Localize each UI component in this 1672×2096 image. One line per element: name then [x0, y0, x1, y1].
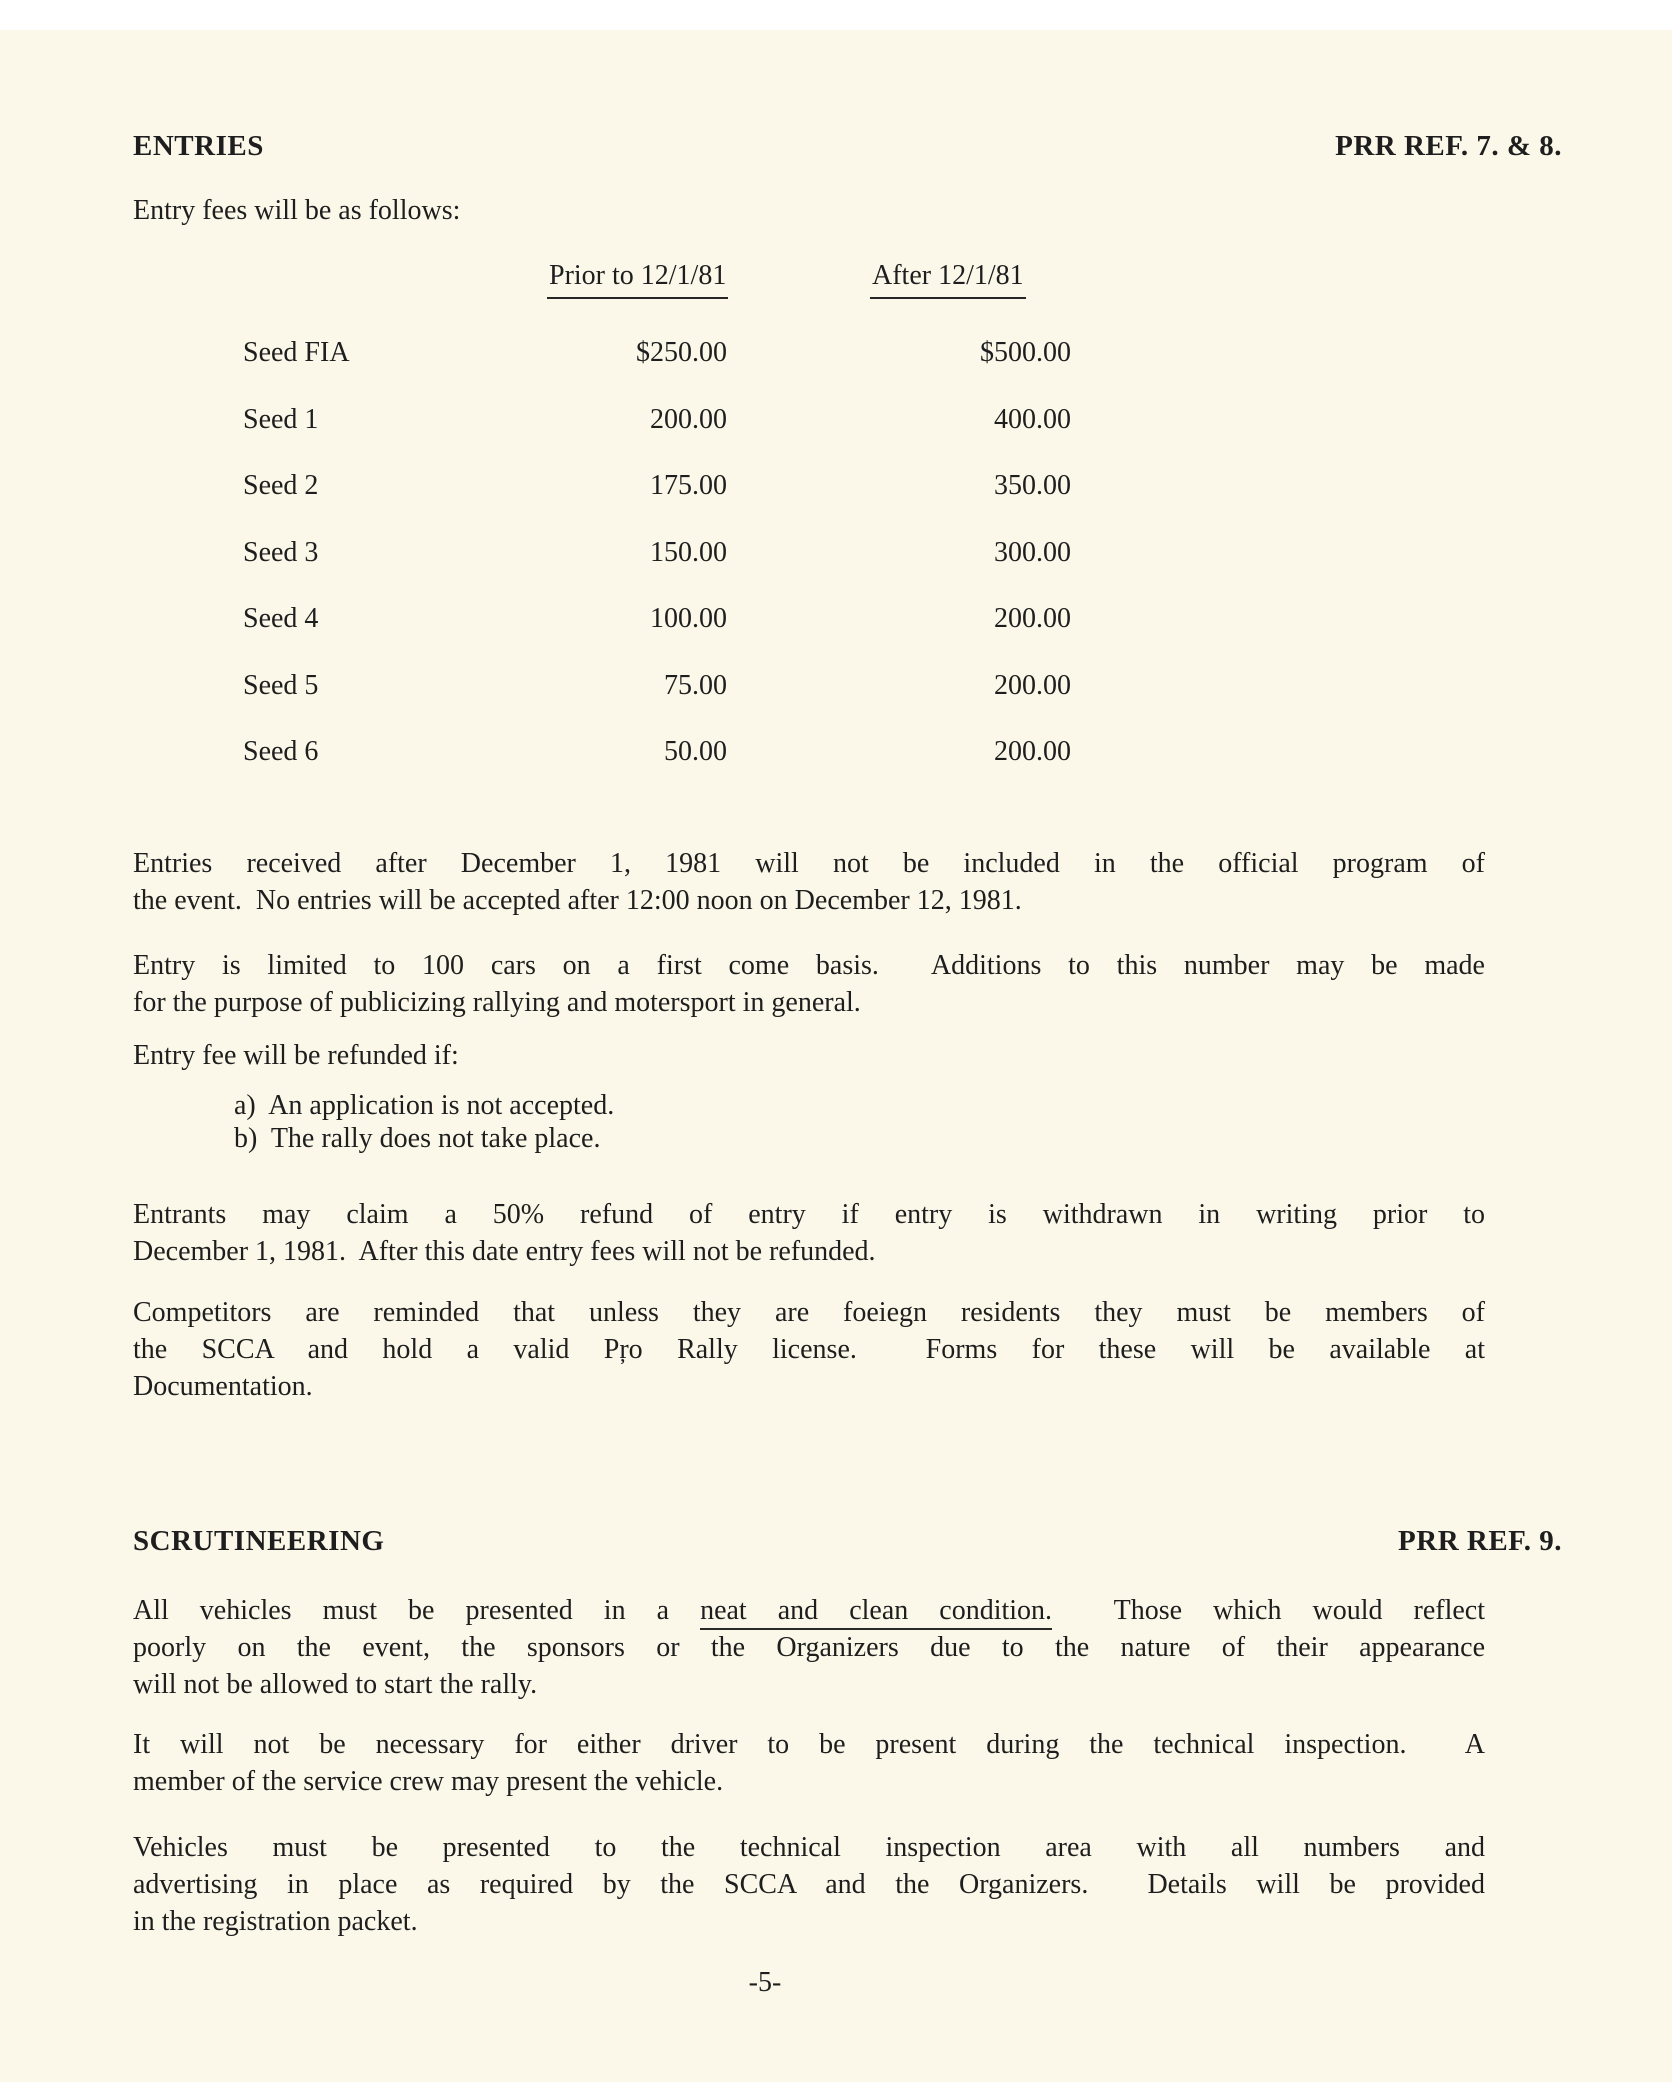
fee-prior-value: $250.00 [636, 337, 727, 368]
text-line: Entries received after December 1, 1981 will not be included in the official program of [133, 848, 1485, 879]
refund-intro: Entry fee will be refunded if: [133, 1040, 459, 1071]
fee-after-value: 350.00 [994, 470, 1071, 501]
fee-intro: Entry fees will be as follows: [133, 195, 461, 226]
fee-prior-value: 50.00 [664, 736, 727, 767]
fee-after-value: $500.00 [980, 337, 1071, 368]
text-line: It will not be necessary for either driver to be present during the technical inspection. A [133, 1729, 1485, 1760]
text-line: Vehicles must be presented to the technical inspection area with all numbers and [133, 1832, 1485, 1863]
fee-after-value: 200.00 [994, 670, 1071, 701]
paragraph-entry-limit [133, 947, 1485, 1021]
fee-table-row [243, 736, 1071, 768]
fee-after-value: 300.00 [994, 537, 1071, 568]
text-line: member of the service crew may present the vehicle. [133, 1766, 724, 1797]
condition-rest-lines [133, 1629, 1485, 1703]
text-line: the SCCA and hold a valid Pŗo Rally license. Forms for these will be available at [133, 1334, 1485, 1365]
text-line: in the registration packet. [133, 1906, 418, 1937]
fee-table-row [243, 470, 1071, 502]
scrutineering-prr-ref: PRR REF. 9. [1398, 1525, 1562, 1557]
text-line: for the purpose of publicizing rallying and motersport in general. [133, 987, 861, 1018]
text-line: December 1, 1981. After this date entry fees will not be refunded. [133, 1236, 876, 1267]
underlined-phrase: neat and clean condition. [700, 1595, 1052, 1630]
paragraph-program-deadline [133, 845, 1485, 919]
paragraph-inspection-presence [133, 1726, 1485, 1800]
fee-table-row [243, 537, 1071, 569]
fee-after-value: 200.00 [994, 603, 1071, 634]
page-number: -5- [748, 1967, 782, 1998]
paragraph-membership [133, 1294, 1485, 1405]
text-line: Entrants may claim a 50% refund of entry if entry is withdrawn in writing prior to [133, 1199, 1485, 1230]
fee-seed-label: Seed 4 [243, 603, 319, 634]
text-line [133, 1592, 1485, 1629]
text-line: Documentation. [133, 1371, 313, 1402]
text-line: b) The rally does not take place. [234, 1123, 601, 1154]
paragraph-refund-claim [133, 1196, 1485, 1270]
paragraph-vehicle-condition [133, 1592, 1485, 1703]
fee-table-row [243, 337, 1071, 369]
fee-table-col-after: After 12/1/81 [870, 260, 1026, 299]
fee-seed-label: Seed 2 [243, 470, 319, 501]
text-line: will not be allowed to start the rally. [133, 1669, 538, 1700]
scan-edge-top [0, 0, 1672, 30]
fee-prior-value: 150.00 [650, 537, 727, 568]
text-line: the event. No entries will be accepted after 12:00 noon on December 12, 1981. [133, 885, 1022, 916]
text-line: poorly on the event, the sponsors or the Organizers due to the nature of their appearance [133, 1632, 1485, 1663]
fee-prior-value: 75.00 [664, 670, 727, 701]
fee-after-value: 400.00 [994, 404, 1071, 435]
fee-seed-label: Seed FIA [243, 337, 350, 368]
fee-table-col-prior: Prior to 12/1/81 [547, 260, 728, 299]
text-line: advertising in place as required by the SCCA and the Organizers. Details will be provided [133, 1869, 1485, 1900]
text-line: Competitors are reminded that unless they are foeiegn residents they must be members of [133, 1297, 1485, 1328]
scrutineering-section-heading: SCRUTINEERING [133, 1525, 385, 1557]
scan-edge-bottom [0, 2082, 1672, 2096]
fee-seed-label: Seed 1 [243, 404, 319, 435]
fee-seed-label: Seed 6 [243, 736, 319, 767]
text-line: a) An application is not accepted. [234, 1090, 615, 1121]
entries-section-heading: ENTRIES [133, 130, 264, 162]
fee-prior-value: 175.00 [650, 470, 727, 501]
paragraph-numbers-advertising [133, 1829, 1485, 1940]
fee-after-value: 200.00 [994, 736, 1071, 767]
condition-line-pre: All vehicles must be presented in a [133, 1595, 701, 1626]
text-line: Entry is limited to 100 cars on a first come basis. Additions to this number may be made [133, 950, 1485, 981]
refund-conditions-list [234, 1089, 614, 1155]
fee-table-row [243, 404, 1071, 436]
fee-table-row [243, 603, 1071, 635]
fee-prior-value: 200.00 [650, 404, 727, 435]
entries-prr-ref: PRR REF. 7. & 8. [1335, 130, 1562, 162]
fee-seed-label: Seed 5 [243, 670, 319, 701]
fee-seed-label: Seed 3 [243, 537, 319, 568]
fee-table-row [243, 670, 1071, 702]
condition-line-post: Those which would reflect [1052, 1595, 1486, 1626]
fee-prior-value: 100.00 [650, 603, 727, 634]
